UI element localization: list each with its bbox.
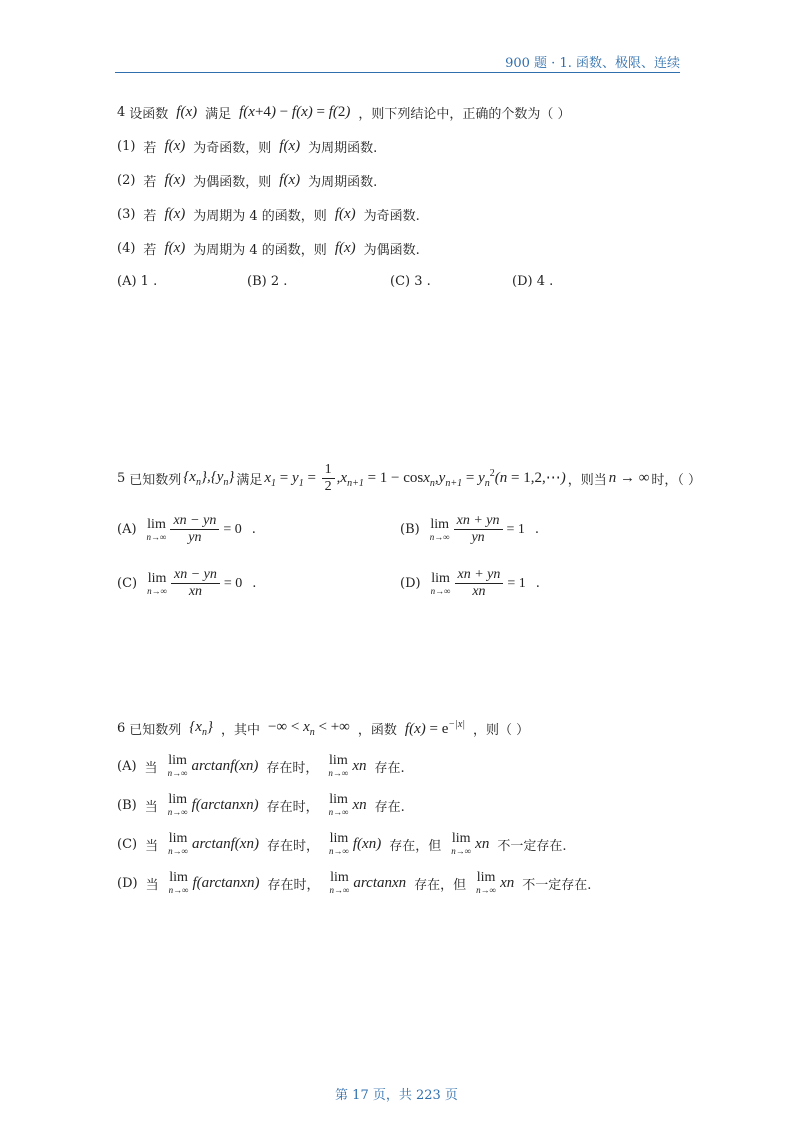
q6-option-a[interactable]: (A) 当 lim n→∞ arctanf(xn) 存在时， lim n→∞ xn 存在. bbox=[117, 753, 405, 778]
q6-stem: 6 已知数列 $\{x_n\}$ ，其中 −∞ < $x_n$ < +∞ ，函数 $f(x) = e^{-|x|}$ ，则（ ） bbox=[117, 719, 530, 738]
q6-option-c[interactable]: (C) 当 lim n→∞ arctanf(xn) 存在时， lim n→∞ f(xn) 存在，但 lim n→∞ xn 不一定存在. bbox=[117, 831, 567, 856]
q4-stem: 4 设函数 f(x) 满足 f(x+4) − f(x) = f(2) ，则下列结论中，正确的个数为（ ） bbox=[117, 104, 571, 122]
q5-option-d[interactable]: (D) lim n→∞ $\frac{xn + yn}{xn}$ = 1 . bbox=[400, 567, 540, 599]
q4-option-d[interactable]: (D) 4 . bbox=[512, 274, 554, 289]
page-header: 900 题 · 1. 函数、极限、连续 bbox=[505, 56, 680, 71]
q5-stem: 5 已知数列 $\{x_n\},\{y_n\}$ 满足 $x_1 = y_1$ = $\frac{1}{2}$ $,x_{n+1} = 1 - \cos x_n,y_{n+1} = y_n^2(n$ = 1,2,⋯) ，则当 n → ∞ 时，（ ） bbox=[117, 462, 702, 494]
q4-option-b[interactable]: (B) 2 . bbox=[247, 274, 288, 289]
q5-option-b[interactable]: (B) lim n→∞ $\frac{xn + yn}{yn}$ = 1 . bbox=[400, 513, 540, 545]
page-footer: 第 17 页，共 223 页 bbox=[335, 1088, 458, 1103]
q4-equation: f(x+4) − f(x) = f(2) bbox=[239, 104, 351, 120]
q4-fx: f(x) bbox=[176, 104, 198, 120]
q6-option-b[interactable]: (B) 当 lim n→∞ f(arctanxn) 存在时， lim n→∞ xn 存在. bbox=[117, 792, 405, 817]
q4-item-4: (4) 若 f(x) 为周期为 4 的函数，则 f(x) 为偶函数. bbox=[117, 240, 420, 258]
q4-option-c[interactable]: (C) 3 . bbox=[390, 274, 431, 289]
header-divider bbox=[115, 72, 680, 73]
q5-conditions: $x_1 = y_1$ = $\frac{1}{2}$ $,x_{n+1} = 1 - \cos x_n,y_{n+1} = y_n^2(n$ = 1,2,⋯) bbox=[264, 462, 566, 494]
q5-number: 5 bbox=[117, 471, 126, 486]
q5-option-a[interactable]: (A) lim n→∞ $\frac{xn - yn}{yn}$ = 0 . bbox=[117, 513, 256, 545]
q4-item-2: (2) 若 f(x) 为偶函数，则 f(x) 为周期函数. bbox=[117, 172, 378, 190]
q4-option-a[interactable]: (A) 1 . bbox=[117, 274, 158, 289]
q4-item-1: (1) 若 f(x) 为奇函数，则 f(x) 为周期函数. bbox=[117, 138, 378, 156]
q4-item-3: (3) 若 f(x) 为周期为 4 的函数，则 f(x) 为奇函数. bbox=[117, 206, 420, 224]
q4-number: 4 bbox=[117, 105, 126, 120]
q6-number: 6 bbox=[117, 721, 126, 736]
q6-option-d[interactable]: (D) 当 lim n→∞ f(arctanxn) 存在时， lim n→∞ arctanxn 存在，但 lim n→∞ xn 不一定存在. bbox=[117, 870, 592, 895]
q5-option-c[interactable]: (C) lim n→∞ $\frac{xn - yn}{xn}$ = 0 . bbox=[117, 567, 257, 599]
